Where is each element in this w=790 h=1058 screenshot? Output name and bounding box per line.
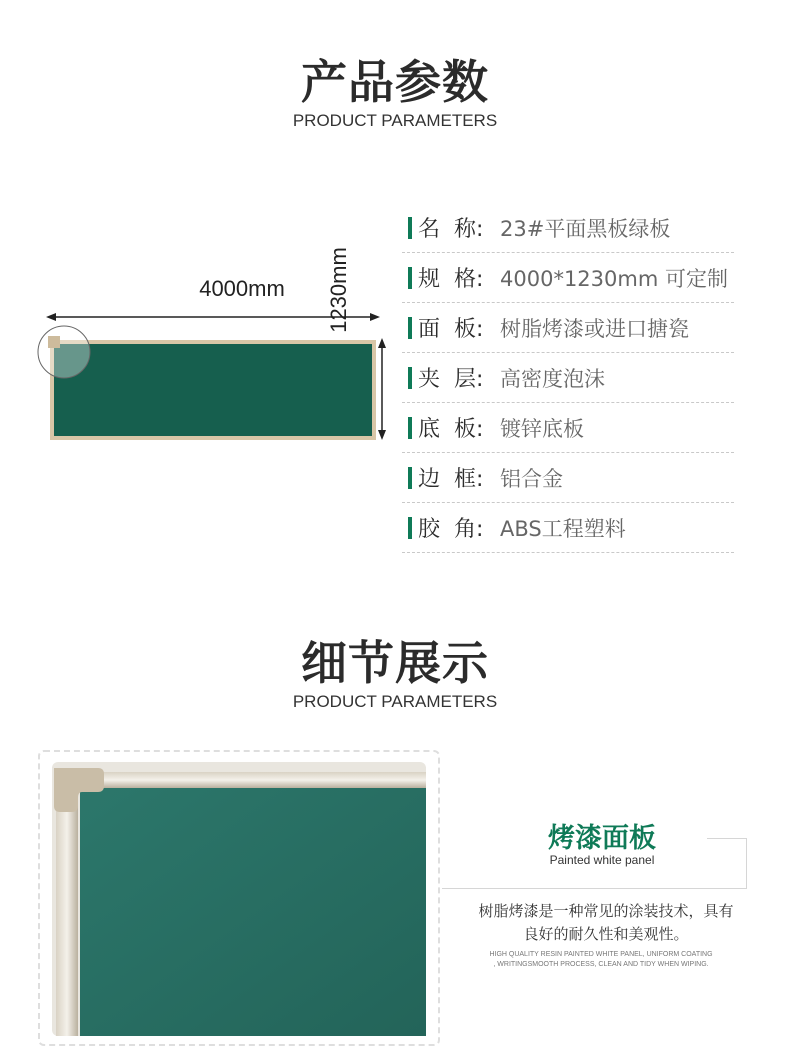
spec-label: 边 框: (418, 467, 484, 492)
left-rail (56, 792, 78, 1036)
section-title-parameters: 产品参数 (301, 55, 489, 109)
spec-value: 高密度泡沫 (500, 366, 605, 391)
spec-label: 胶 角: (418, 517, 484, 542)
spec-label: 面 板: (418, 317, 484, 342)
width-arrow-right-head (370, 313, 380, 321)
spec-row-size (402, 253, 734, 303)
feature-english-line1: HIGH QUALITY RESIN PAINTED WHITE PANEL, UNIFORM COATING (489, 951, 713, 958)
spec-marker (408, 467, 412, 489)
spec-value: 镀锌底板 (500, 416, 584, 441)
spec-marker (408, 267, 412, 289)
spec-value: 铝合金 (500, 466, 563, 491)
detail-photo (52, 762, 426, 1036)
spec-row-corners (402, 503, 734, 553)
green-panel (80, 788, 426, 1036)
spec-label: 规 格: (418, 267, 484, 292)
spec-row-frame (402, 453, 734, 503)
width-dimension-label: 4000mm (199, 276, 285, 301)
board-illustration (30, 247, 400, 450)
corner-piece (48, 336, 60, 348)
height-dimension-label: 1230mm (326, 247, 351, 333)
spec-table (402, 203, 734, 553)
spec-marker (408, 367, 412, 389)
section-subtitle-details: PRODUCT PARAMETERS (292, 692, 498, 711)
spec-marker (408, 417, 412, 439)
feature-english-note (470, 950, 732, 970)
spec-value: 23#平面黑板绿板 (500, 216, 671, 241)
spec-row-backing (402, 403, 734, 453)
feature-english-line2: , WRITINGSMOOTH PROCESS, CLEAN AND TIDY WHEN WIPING. (493, 961, 709, 968)
spec-value: ABS工程塑料 (500, 516, 626, 541)
spec-row-panel (402, 303, 734, 353)
board-surface (54, 344, 372, 436)
corner-magnifier (38, 326, 90, 378)
spec-label: 名 称: (418, 217, 484, 242)
feature-subtitle: Painted white panel (549, 853, 655, 867)
spec-marker (408, 217, 412, 239)
section-title-details: 细节展示 (301, 636, 489, 690)
feature-description (456, 900, 756, 946)
spec-label: 底 板: (418, 417, 484, 442)
section-subtitle-parameters: PRODUCT PARAMETERS (292, 111, 498, 130)
detail-photo-frame (38, 750, 440, 1046)
width-arrow-left-head (46, 313, 56, 321)
spec-value: 4000*1230mm 可定制 (500, 266, 728, 291)
spec-row-name (402, 203, 734, 253)
spec-label: 夹 层: (418, 367, 484, 392)
height-arrow-top-head (378, 338, 386, 348)
feature-description-line1: 树脂烤漆是一种常见的涂装技术，具有 (478, 902, 734, 920)
top-rail (82, 772, 426, 788)
spec-row-core (402, 353, 734, 403)
height-arrow-bottom-head (378, 430, 386, 440)
feature-title: 烤漆面板 (548, 823, 656, 854)
spec-marker (408, 317, 412, 339)
spec-value: 树脂烤漆或进口搪瓷 (500, 316, 689, 341)
feature-description-line2: 良好的耐久性和美观性。 (523, 925, 689, 943)
spec-marker (408, 517, 412, 539)
